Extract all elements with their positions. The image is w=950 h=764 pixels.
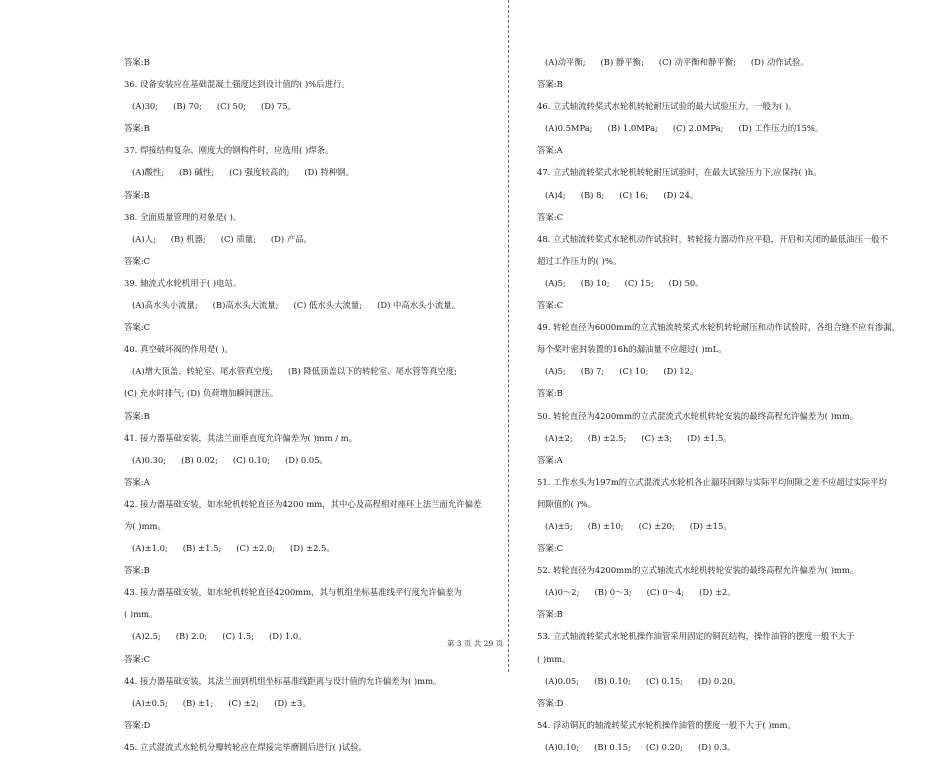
option-item: (A)2.5; [132,631,161,642]
question-text: 37. 焊接结构复杂、刚度大的钢构件时，应选用( )焊条。 [124,145,334,156]
line-gap [124,687,486,698]
answer-line: 答案:B [124,189,150,200]
question-text: 40. 真空破坏阀的作用是( )。 [124,344,233,355]
option-item: (D) 50。 [668,277,704,288]
option-item: (D) ±15。 [689,520,732,531]
line-gap [537,576,889,587]
option-item: (B)高水头大流量; [212,300,279,311]
option-item: (B) 8; [580,189,605,200]
question-continuation: 间隙值的( )%。 [537,498,597,509]
line-gap [124,377,486,388]
option-item: (D) ±3。 [274,697,311,708]
option-item: (D) 动作试验。 [750,57,809,67]
option-row [124,366,486,377]
option-row [124,234,486,245]
question-text: 47. 立式轴流转桨式水轮机转轮耐压试验时，在最大试验压力下,应保持( )h。 [537,167,822,178]
line-gap [124,112,486,123]
question-text: 41. 接力器基础安装，其法兰面垂直度允许偏差为( )mm / m。 [124,432,358,443]
option-item: (D) 1.0。 [268,631,307,642]
line-gap [124,598,486,609]
question-text: 50. 转轮直径为4200mm的立式混流式水轮机转轮安装的最终高程允许偏差为( )mm。 [537,410,859,421]
line-gap [537,156,889,167]
answer-line: 答案:D [124,719,151,730]
option-item: (C) 2.0MPa; [672,123,724,134]
line-gap [537,377,889,388]
line-gap [124,466,486,477]
option-item: (D) 24。 [663,189,699,200]
option-item: (C) 0.10; [232,454,270,465]
line-gap [537,709,889,720]
question-text: 51. 工作水头为197m的立式混流式水轮机各止漏环间隙与实际平均间隙之差不应超过实际平均 [537,476,887,487]
question-continuation: ( )mm。 [124,609,158,620]
option-row [124,101,486,112]
line-gap [124,510,486,521]
option-item: (A)0.30; [132,454,167,465]
option-row [124,698,486,709]
answer-line: 答案:C [537,211,563,222]
option-item: (D) 0.05。 [284,454,328,465]
option-item: (D) ±2.5。 [290,543,335,554]
option-item: (B) 1.0MPa; [607,123,658,134]
line-gap [124,90,486,101]
question-text: 43. 接力器基础安装，如水轮机转轮直径4200mm，其与机组坐标基准线平行度允许偏差为 [124,587,462,598]
option-item: (C) 低水头大流量; [293,300,363,311]
option-item: (D) 12。 [663,366,699,377]
line-gap [124,532,486,543]
answer-line: 答案:B [124,410,150,421]
answer-line: 答案:B [537,609,563,620]
question-continuation: 为( )mm。 [124,520,166,531]
option-item: (A)0～2; [545,587,580,598]
option-row [537,742,889,753]
option-item: (B) 2.0; [175,631,208,642]
option-item: (A)0.10; [545,741,580,752]
answer-line: 答案:B [537,388,563,399]
option-item: (C) 1.5; [222,631,254,642]
option-item: (A)增大顶盖、转轮室、尾水管真空度; [132,366,274,377]
question-text: 48. 立式轴流转桨式水轮机动作试验时，转轮接力器动作应平稳，开启和关闭的最低油压一般不 [537,233,888,244]
option-item: (C) 16; [619,189,649,200]
question-text: 45. 立式混流式水轮机分瓣转轮应在焊接完毕磨圆后进行( )试验。 [124,741,367,752]
line-gap [124,576,486,587]
answer-line: 答案:D [537,697,564,708]
option-item: (C) 动平衡和静平衡; [658,57,736,67]
line-gap [124,289,486,300]
line-gap [124,267,486,278]
option-item: (C) 50; [216,101,246,112]
line-gap [124,709,486,720]
line-gap [537,731,889,742]
option-row [124,167,486,178]
line-gap [124,134,486,145]
option-item: (C) 质量; [220,233,256,244]
option-item: (B) 0.15; [594,741,631,752]
option-item: (B) 碱性; [179,167,215,178]
option-item: (A)±1.0; [132,543,168,554]
line-gap [124,665,486,676]
option-row [537,433,889,444]
line-gap [537,201,889,212]
question-continuation: 超过工作压力的( )%。 [537,255,622,266]
option-item: (A)5; [545,366,566,377]
question-text: 42. 接力器基础安装，如水轮机转轮直径为4200 mm，其中心及高程相对座环上法兰面允许偏差 [124,498,482,509]
line-gap [537,422,889,433]
option-item: (D) 产品。 [270,233,312,244]
option-item: (D) 0.20。 [697,675,741,686]
option-item: (B) 70; [173,101,202,112]
option-item: (B) 0.02; [181,454,218,465]
option-row [124,543,486,554]
line-gap [537,134,889,145]
option-item: (D) 0.3。 [697,741,736,752]
line-gap [537,598,889,609]
answer-line: 答案:B [124,57,150,67]
question-text: 52. 转轮直径为4200mm的立式轴流式水轮机转轮安装的最终高程允许偏差为( )mm。 [537,565,859,576]
option-item: (A)酸性; [132,167,165,178]
option-row [537,278,889,289]
option-item: (B) ±2.5; [587,432,627,443]
option-item: (B) 7; [580,366,605,377]
line-gap [124,156,486,167]
option-item: (A)人; [132,233,156,244]
line-gap [124,333,486,344]
line-gap [537,90,889,101]
line-gap [537,399,889,410]
left-column [124,57,486,764]
question-text: 44. 接力器基础安装，其法兰面到机组坐标基准线距离与设计值的允许偏差为( )mm。 [124,675,442,686]
line-gap [124,223,486,234]
option-row [124,300,486,311]
line-gap [124,311,486,322]
option-row [537,123,889,134]
answer-line: 答案:B [124,123,150,134]
option-item: (B) ±10; [587,520,624,531]
page-footer: 第 3 页 共 29 页 [446,639,504,648]
answer-line: 答案:C [124,653,150,664]
option-item: (D) 工作压力的15%。 [738,123,824,134]
option-item: (D) 75。 [261,101,296,112]
question-text: 49. 转轮直径为6000mm的立式轴流转桨式水轮机转轮耐压和动作试验时，各组合缝不应有渗漏， [537,322,901,333]
line-gap [537,267,889,278]
option-item: (B) 静平衡; [600,57,644,67]
line-gap [124,178,486,189]
option-item: (B) 0～3; [594,587,632,598]
line-gap [537,289,889,300]
option-item: (A)0.05; [545,675,580,686]
line-gap [124,355,486,366]
option-item: (A)±2; [545,432,573,443]
line-gap [537,444,889,455]
option-row [537,366,889,377]
question-text: 53. 立式轴流转桨式水轮机操作油管采用固定的铜瓦结构，操作油管的摆度一般不大于 [537,631,855,642]
option-item: (B) ±1.5; [182,543,222,554]
answer-line: 答案:C [537,543,563,554]
option-item: (C) 0.20; [645,741,683,752]
line-gap [537,112,889,123]
answer-line: 答案:A [537,145,563,156]
answer-line: 答案:C [537,300,563,311]
option-item: (C) ±2; [228,697,260,708]
line-gap [537,333,889,344]
line-gap [124,620,486,631]
line-gap [537,178,889,189]
line-gap [124,201,486,212]
option-item: (A)±5; [545,520,573,531]
question-continuation: ( )mm。 [537,653,571,664]
option-item: (A)0.5MPa; [545,123,593,134]
line-gap [537,245,889,256]
option-item: (A)高水头小流量; [132,300,198,311]
line-gap [537,466,889,477]
option-item: (B) ±1; [182,697,214,708]
line-gap [537,753,889,764]
option-item: (C) 强度较高的; [229,167,290,178]
line-gap [124,399,486,410]
option-item: (B) 降低顶盖以下的转轮室、尾水管等真空度; [288,366,457,377]
line-gap [537,554,889,565]
option-item: (C) 15; [624,277,654,288]
option-item: (B) 0.10; [594,675,631,686]
answer-line: 答案:B [537,79,563,90]
line-gap [537,355,889,366]
answer-line: 答案:A [124,476,150,487]
line-gap [124,554,486,565]
question-text: 36. 设备安装应在基础混凝土强度达到设计值的( )%后进行。 [124,79,350,90]
option-item: (C) ±2.0; [236,543,276,554]
question-continuation: 每个桨叶密封装置的16h的漏油量不应超过( )mL。 [537,344,727,355]
line-gap [124,444,486,455]
option-item: (A)4; [545,189,566,200]
option-item: (A)30; [132,101,159,112]
page-divider [508,0,509,672]
line-gap [124,245,486,256]
question-text: 38. 全面质量管理的对象是( )。 [124,211,242,222]
line-gap [124,731,486,742]
question-continuation: (C) 充水时排气; (D) 负荷增加瞬间泄压。 [124,388,279,399]
right-column [537,57,901,764]
option-item: (D) ±1.5。 [687,432,732,443]
line-gap [537,532,889,543]
option-row [537,190,889,201]
option-row [124,455,486,466]
line-gap [537,68,889,79]
line-gap [537,488,889,499]
line-gap [537,620,889,631]
line-gap [537,665,889,676]
line-gap [124,422,486,433]
option-item: (D) 特种钢。 [304,167,354,178]
line-gap [537,311,889,322]
question-text: 46. 立式轴流转桨式水轮机转轮耐压试验的最大试验压力，一般为( )。 [537,101,797,112]
option-row [537,587,889,598]
answer-line: 答案:B [124,565,150,576]
answer-line: 答案:C [124,322,150,333]
option-item: (A)±0.5; [132,697,168,708]
answer-line: 答案:C [124,255,150,266]
line-gap [124,488,486,499]
line-gap [124,753,486,764]
option-item: (C) 10; [619,366,649,377]
option-row [537,57,889,68]
line-gap [537,687,889,698]
option-item: (A)5; [545,277,566,288]
option-item: (B) 10; [580,277,610,288]
option-item: (C) 0.15; [645,675,683,686]
option-item: (C) ±3; [641,432,673,443]
option-item: (A)动平衡; [545,57,586,67]
option-item: (B) 机器; [170,233,206,244]
option-item: (C) ±20; [638,520,675,531]
line-gap [537,510,889,521]
option-row [537,676,889,687]
option-item: (D) 中高水头小流量。 [377,300,461,311]
question-text: 39. 轴流式水轮机用于( )电站。 [124,277,242,288]
option-item: (C) 0～4; [646,587,685,598]
question-text: 54. 浮动铜瓦的轴流转桨式水轮机操作油管的摆度一般不大于( )mm。 [537,719,796,730]
answer-line: 答案:A [537,454,563,465]
line-gap [124,68,486,79]
option-row [537,521,889,532]
line-gap [537,223,889,234]
option-item: (D) ±2。 [699,587,736,598]
